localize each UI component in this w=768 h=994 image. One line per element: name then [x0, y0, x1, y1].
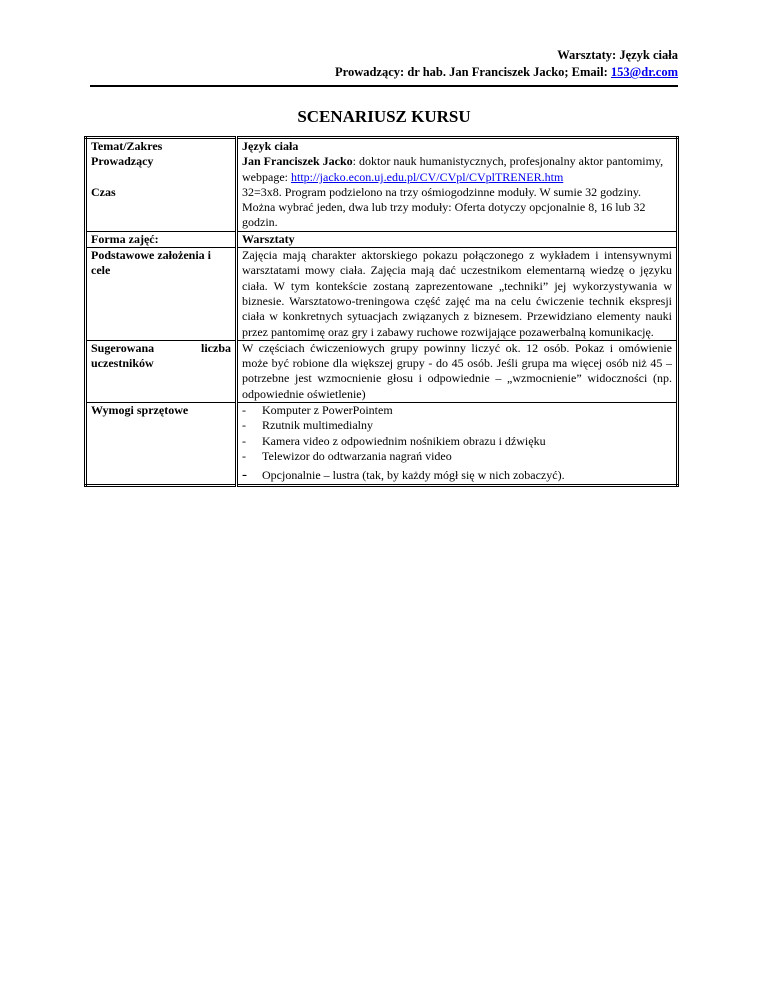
basis-value: Zajęcia mają charakter aktorskiego pokazu połączonego z wykładem i intensywnymi warsztatami mowy ciała. Zajęcia mają dać uczestnikom elementarną wiedzę o języku ciała. W tym kontekście zostaną zaprezentowane „techniki” jej wykorzystywania w biznesie. Warsztatowo-treningowa część zajęć ma na celu ćwiczenie technik ekspresji ciała w konkretnych sytuacjach związanych z biznesem. Przewidziano elementy nauki przez pantomimę oraz gry i zabawy ruchowe rozwijające pozawerbalną komunikację.	[237, 248, 678, 341]
form-value: Warsztaty	[237, 231, 678, 247]
participants-label-line	[91, 341, 231, 356]
participants-label-word3: uczestników	[91, 356, 154, 371]
list-item: - Telewizor do odtwarzania nagrań video	[242, 448, 452, 463]
lead-description: : doktor nauk humanistycznych, profesjonalny aktor pantomimy, webpage:	[242, 154, 664, 184]
header-lead-text: Prowadzący: dr hab. Jan Franciszek Jacko; Email:	[335, 65, 611, 79]
basis-label: Podstawowe założenia i cele	[86, 248, 237, 341]
list-item: - Kamera video z odpowiednim nośnikiem obrazu i dźwięku	[242, 433, 546, 448]
header-workshop-title: Warsztaty: Język ciała	[557, 48, 678, 62]
list-item: - Opcjonalnie – lustra (tak, by każdy mógł się w nich zobaczyć).	[242, 467, 565, 484]
equipment-list	[242, 403, 672, 483]
equipment-label: Wymogi sprzętowe	[86, 403, 237, 485]
list-item: - Komputer z PowerPointem	[242, 403, 393, 418]
list-item: - Rzutnik multimedialny	[242, 418, 373, 433]
participants-value: W częściach ćwiczeniowych grupy powinny liczyć ok. 12 osób. Pokaz i omówienie może być robione dla większej grupy - do 45 osób. Jeśli grupa ma więcej osób niż 45 – potrzebne jest wzmocnienie głosu i odpowiednie – „wzmocnienie” widoczności (np. odpowiednie oświetlenie)	[237, 340, 678, 402]
lead-name: Jan Franciszek Jacko	[242, 154, 353, 169]
form-label: Forma zajęć:	[86, 231, 237, 247]
header-lead-line	[90, 64, 678, 81]
topic-label: Temat/Zakres	[86, 138, 237, 155]
lead-value	[237, 154, 678, 185]
course-scenario-table	[84, 136, 679, 487]
lead-label: Prowadzący	[86, 154, 237, 185]
equipment-value	[237, 403, 678, 485]
header-rule	[90, 85, 678, 87]
participants-label	[86, 340, 237, 402]
lead-webpage-link[interactable]: http://jacko.econ.uj.edu.pl/CV/CVpl/CVplTRENER.htm	[290, 169, 564, 184]
time-label: Czas	[86, 185, 237, 231]
participants-label-word1: Sugerowana	[91, 340, 155, 355]
header-email-link[interactable]: 153@dr.com	[610, 65, 678, 79]
page-title: SCENARIUSZ KURSU	[297, 107, 471, 126]
participants-label-word2: liczba	[201, 340, 231, 355]
time-value: 32=3x8. Program podzielono na trzy ośmiogodzinne moduły. W sumie 32 godziny. Można wybrać jeden, dwa lub trzy moduły: Oferta dotyczy opcjonalnie 8, 16 lub 32 godzin.	[242, 184, 646, 230]
topic-value: Język ciała	[242, 139, 299, 153]
page-header	[90, 47, 678, 81]
